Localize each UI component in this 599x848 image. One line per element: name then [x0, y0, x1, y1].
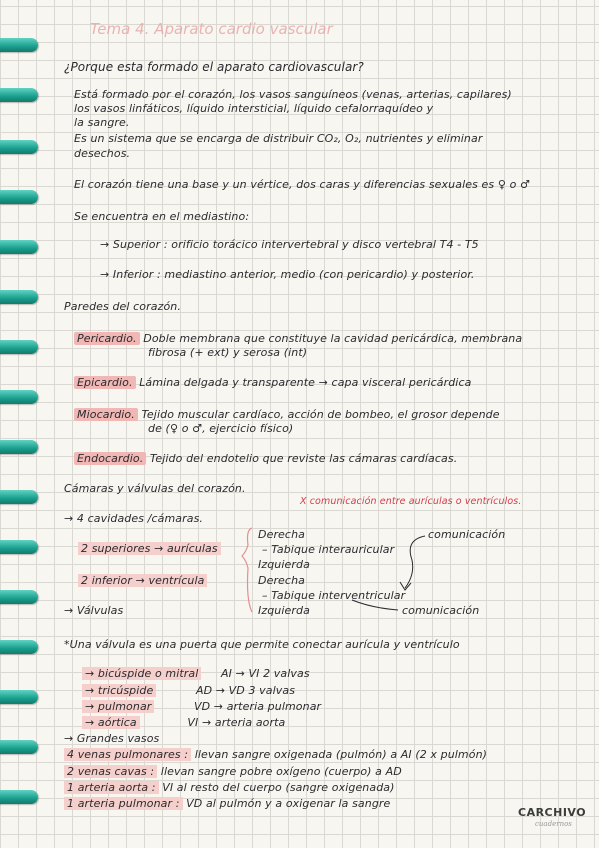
heart-base-text: El corazón tiene una base y un vértice, dos caras y diferencias sexuales es ♀ o ♂ — [74, 178, 530, 191]
endocardio-term: Endocardio. — [74, 452, 146, 465]
question-heading: ¿Porque esta formado el aparato cardiovascular? — [64, 60, 364, 74]
arteria-pulmonar-text: VD al pulmón y a oxigenar la sangre — [186, 797, 391, 810]
comunicacion-note: X comunicación entre aurículas o ventrículos. — [300, 496, 522, 507]
comunicacion-label-2: comunicación — [402, 604, 480, 617]
arteria-pulmonar: 1 arteria pulmonar : — [64, 797, 183, 810]
mediastino-intro: Se encuentra en el mediastino: — [74, 210, 250, 223]
valvula-pulmonar-text: VD → arteria pulmonar — [194, 700, 322, 713]
grandes-vasos-heading: → Grandes vasos — [64, 732, 160, 745]
miocardio-text-2: de (♀ o ♂, ejercicio físico) — [148, 422, 294, 435]
miocardio-text: Tejido muscular cardíaco, acción de bombeo, el grosor depende — [141, 408, 500, 421]
valvula-mitral-text: AI → VI 2 valvas — [221, 667, 310, 680]
pericardio-term: Pericardio. — [74, 332, 140, 345]
arteria-aorta: 1 arteria aorta : — [64, 781, 159, 794]
intro-line: Está formado por el corazón, los vasos sanguíneos (venas, arterias, capilares) — [74, 88, 512, 101]
endocardio-text: Tejido del endotelio que reviste las cámaras cardíacas. — [149, 452, 458, 465]
valvula-aortica: → aórtica — [82, 716, 140, 729]
pericardio-text-2: fibrosa (+ ext) y serosa (int) — [148, 346, 308, 359]
auricula-derecha: Derecha — [258, 528, 305, 541]
intro-line: Es un sistema que se encarga de distribuir CO₂, O₂, nutrientes y eliminar — [74, 132, 483, 145]
page-title: Tema 4. Aparato cardio vascular — [90, 20, 333, 38]
valvula-aortica-text: VI → arteria aorta — [187, 716, 286, 729]
tabique-interventricular: – Tabique interventricular — [262, 589, 406, 602]
miocardio-term: Miocardio. — [74, 408, 138, 421]
venas-pulmonares: 4 venas pulmonares : — [64, 748, 191, 761]
camaras-heading: Cámaras y válvulas del corazón. — [64, 482, 246, 495]
chambers-bracket — [242, 528, 252, 612]
mediastino-superior: → Superior : orificio torácico intervertebral y disco vertebral T4 - T5 — [100, 238, 479, 251]
auricula-izquierda: Izquierda — [258, 558, 310, 571]
valvula-note: *Una válvula es una puerta que permite conectar aurícula y ventrículo — [64, 638, 460, 651]
auriculas-label: 2 superiores → aurículas — [78, 542, 221, 555]
ventriculos-label: 2 inferior → ventrícula — [78, 574, 207, 587]
pericardio-text: Doble membrana que constituye la cavidad pericárdica, membrana — [143, 332, 523, 345]
comunicacion-label: comunicación — [428, 528, 506, 541]
valvula-pulmonar: → pulmonar — [82, 700, 154, 713]
intro-line: los vasos linfáticos, líquido intersticial, líquido cefalorraquídeo y — [74, 102, 434, 115]
valvula-tricuspide: → tricúspide — [82, 684, 156, 697]
carchivo-logo-sub: cuadernos — [535, 820, 572, 828]
intro-line: desechos. — [74, 147, 131, 160]
comunicacion-arrow — [405, 536, 425, 588]
ventriculo-derecho: Derecha — [258, 574, 305, 587]
comunicacion-arrow-head — [400, 582, 411, 590]
mediastino-inferior: → Inferior : mediastino anterior, medio (con pericardio) y posterior. — [100, 268, 475, 281]
valvulas-label: → Válvulas — [64, 604, 124, 617]
intro-line: la sangre. — [74, 116, 130, 129]
epicardio-term: Epicardio. — [74, 376, 136, 389]
ventriculo-izquierdo: Izquierda — [258, 604, 310, 617]
valvula-mitral: → bicúspide o mitral — [82, 667, 201, 680]
paredes-heading: Paredes del corazón. — [64, 300, 181, 313]
tabique-interauricular: – Tabique interauricular — [262, 543, 395, 556]
venas-cavas-text: llevan sangre pobre oxígeno (cuerpo) a AD — [160, 765, 402, 778]
valvula-tricuspide-text: AD → VD 3 valvas — [195, 684, 296, 697]
comunicacion-arrow-2 — [352, 600, 398, 610]
venas-pulmonares-text: llevan sangre oxigenada (pulmón) a AI (2 x pulmón) — [194, 748, 488, 761]
venas-cavas: 2 venas cavas : — [64, 765, 157, 778]
epicardio-text: Lámina delgada y transparente → capa visceral pericárdica — [139, 376, 472, 389]
cavidades-count: → 4 cavidades /cámaras. — [64, 512, 204, 525]
arteria-aorta-text: VI al resto del cuerpo (sangre oxigenada) — [162, 781, 395, 794]
carchivo-logo: CARCHIVO — [518, 806, 587, 819]
